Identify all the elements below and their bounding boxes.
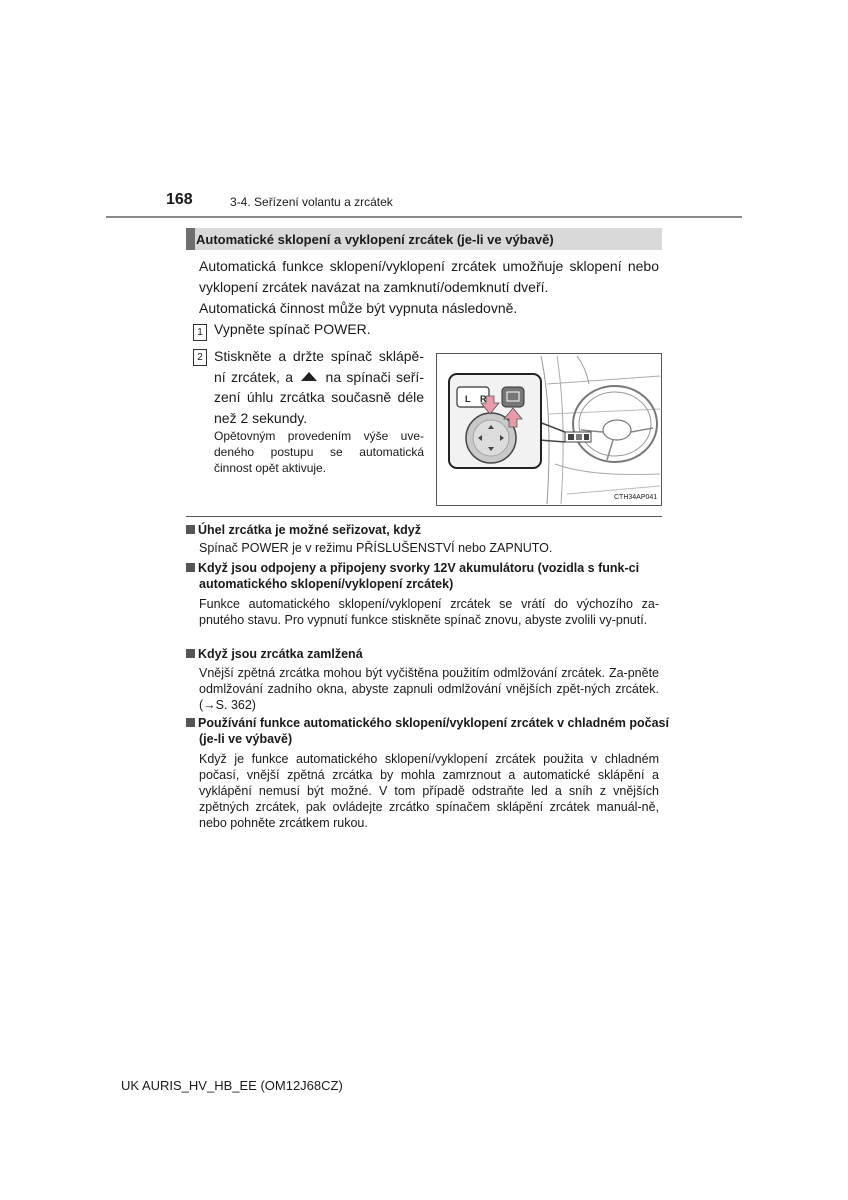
info-heading: [186, 715, 675, 747]
left-mirror-label: L: [465, 394, 471, 404]
square-bullet-icon: [186, 563, 195, 572]
mirror-switch-drawing: [437, 354, 661, 505]
step-number: 1: [193, 324, 207, 341]
info-heading-text: Když jsou odpojeny a připojeny svorky 12V akumulátoru (vozidla s funk-ci automatického sklopení/vyklopení zrcátek): [198, 561, 640, 591]
info-divider: [186, 516, 662, 517]
step-text: Vypněte spínač POWER.: [214, 321, 371, 337]
step-note: Opětovným provedením výše uve-deného postupu se automatická činnost opět aktivuje.: [214, 429, 424, 475]
figure-code: CTH34AP041: [614, 494, 658, 501]
section-path: 3-4. Seřízení volantu a zrcátek: [230, 195, 393, 209]
step-text-part: na spínači seří-zení úhlu zrcátka současně déle než 2 sekundy.: [214, 368, 424, 426]
info-body: Vnější zpětná zrcátka mohou být vyčištěna použitím odmlžování zrcátek. Za-pněte odmlžování zadního okna, abyste zapnuli odmlžování vnějších zpět-ných zrcátek. (→S. 362): [199, 666, 659, 712]
info-body: Funkce automatického sklopení/vyklopení zrcátek se vrátí do výchozího za-pnutého stavu. Pro vypnutí funkce stiskněte spínač znovu, abyste zvolili vy-pnutí.: [199, 597, 659, 627]
square-bullet-icon: [186, 718, 195, 727]
info-heading: [186, 560, 675, 592]
up-triangle-icon: [301, 372, 317, 381]
step-number: 2: [193, 349, 207, 366]
right-mirror-label: R: [480, 394, 487, 404]
info-body: Když je funkce automatického sklopení/vyklopení zrcátek použita v chladném počasí, vnější zpětná zrcátka by mohla zamrznout a automatické sklápění a vyklápění nemusí být možné. V tom případě odstraňte led a sníh z vnějších zpětných zrcátek, pak ovládejte zrcátko spínačem sklápění zrcátek manuál-ně, nebo pohněte zrcátkem rukou.: [199, 752, 659, 830]
info-heading-text: Úhel zrcátka je možné seřizovat, když: [198, 523, 422, 537]
info-heading-text: Používání funkce automatického sklopení/vyklopení zrcátek v chladném počasí (je-li ve výbavě): [198, 716, 669, 746]
section-title: Automatické sklopení a vyklopení zrcátek (je-li ve výbavě): [196, 232, 554, 247]
info-heading: [186, 522, 675, 538]
square-bullet-icon: [186, 649, 195, 658]
header-divider: [106, 216, 742, 218]
page-number: 168: [166, 191, 193, 208]
document-code: UK AURIS_HV_HB_EE (OM12J68CZ): [121, 1078, 343, 1093]
step-text: [214, 346, 424, 428]
info-heading-text: Když jsou zrcátka zamlžená: [198, 647, 363, 661]
intro-paragraph: Automatická funkce sklopení/vyklopení zrcátek umožňuje sklopení nebo vyklopení zrcátek navázat na zamknutí/odemknutí dveří.: [199, 258, 659, 295]
square-bullet-icon: [186, 525, 195, 534]
step-text-part: Stiskněte a držte spínač sklápě-ní zrcátek, a: [214, 348, 424, 385]
note-paragraph: Automatická činnost může být vypnuta následovně.: [199, 300, 518, 316]
mirror-switch-illustration: [436, 353, 662, 506]
info-heading: [186, 646, 675, 662]
info-body: Spínač POWER je v režimu PŘÍSLUŠENSTVÍ nebo ZAPNUTO.: [199, 541, 553, 555]
